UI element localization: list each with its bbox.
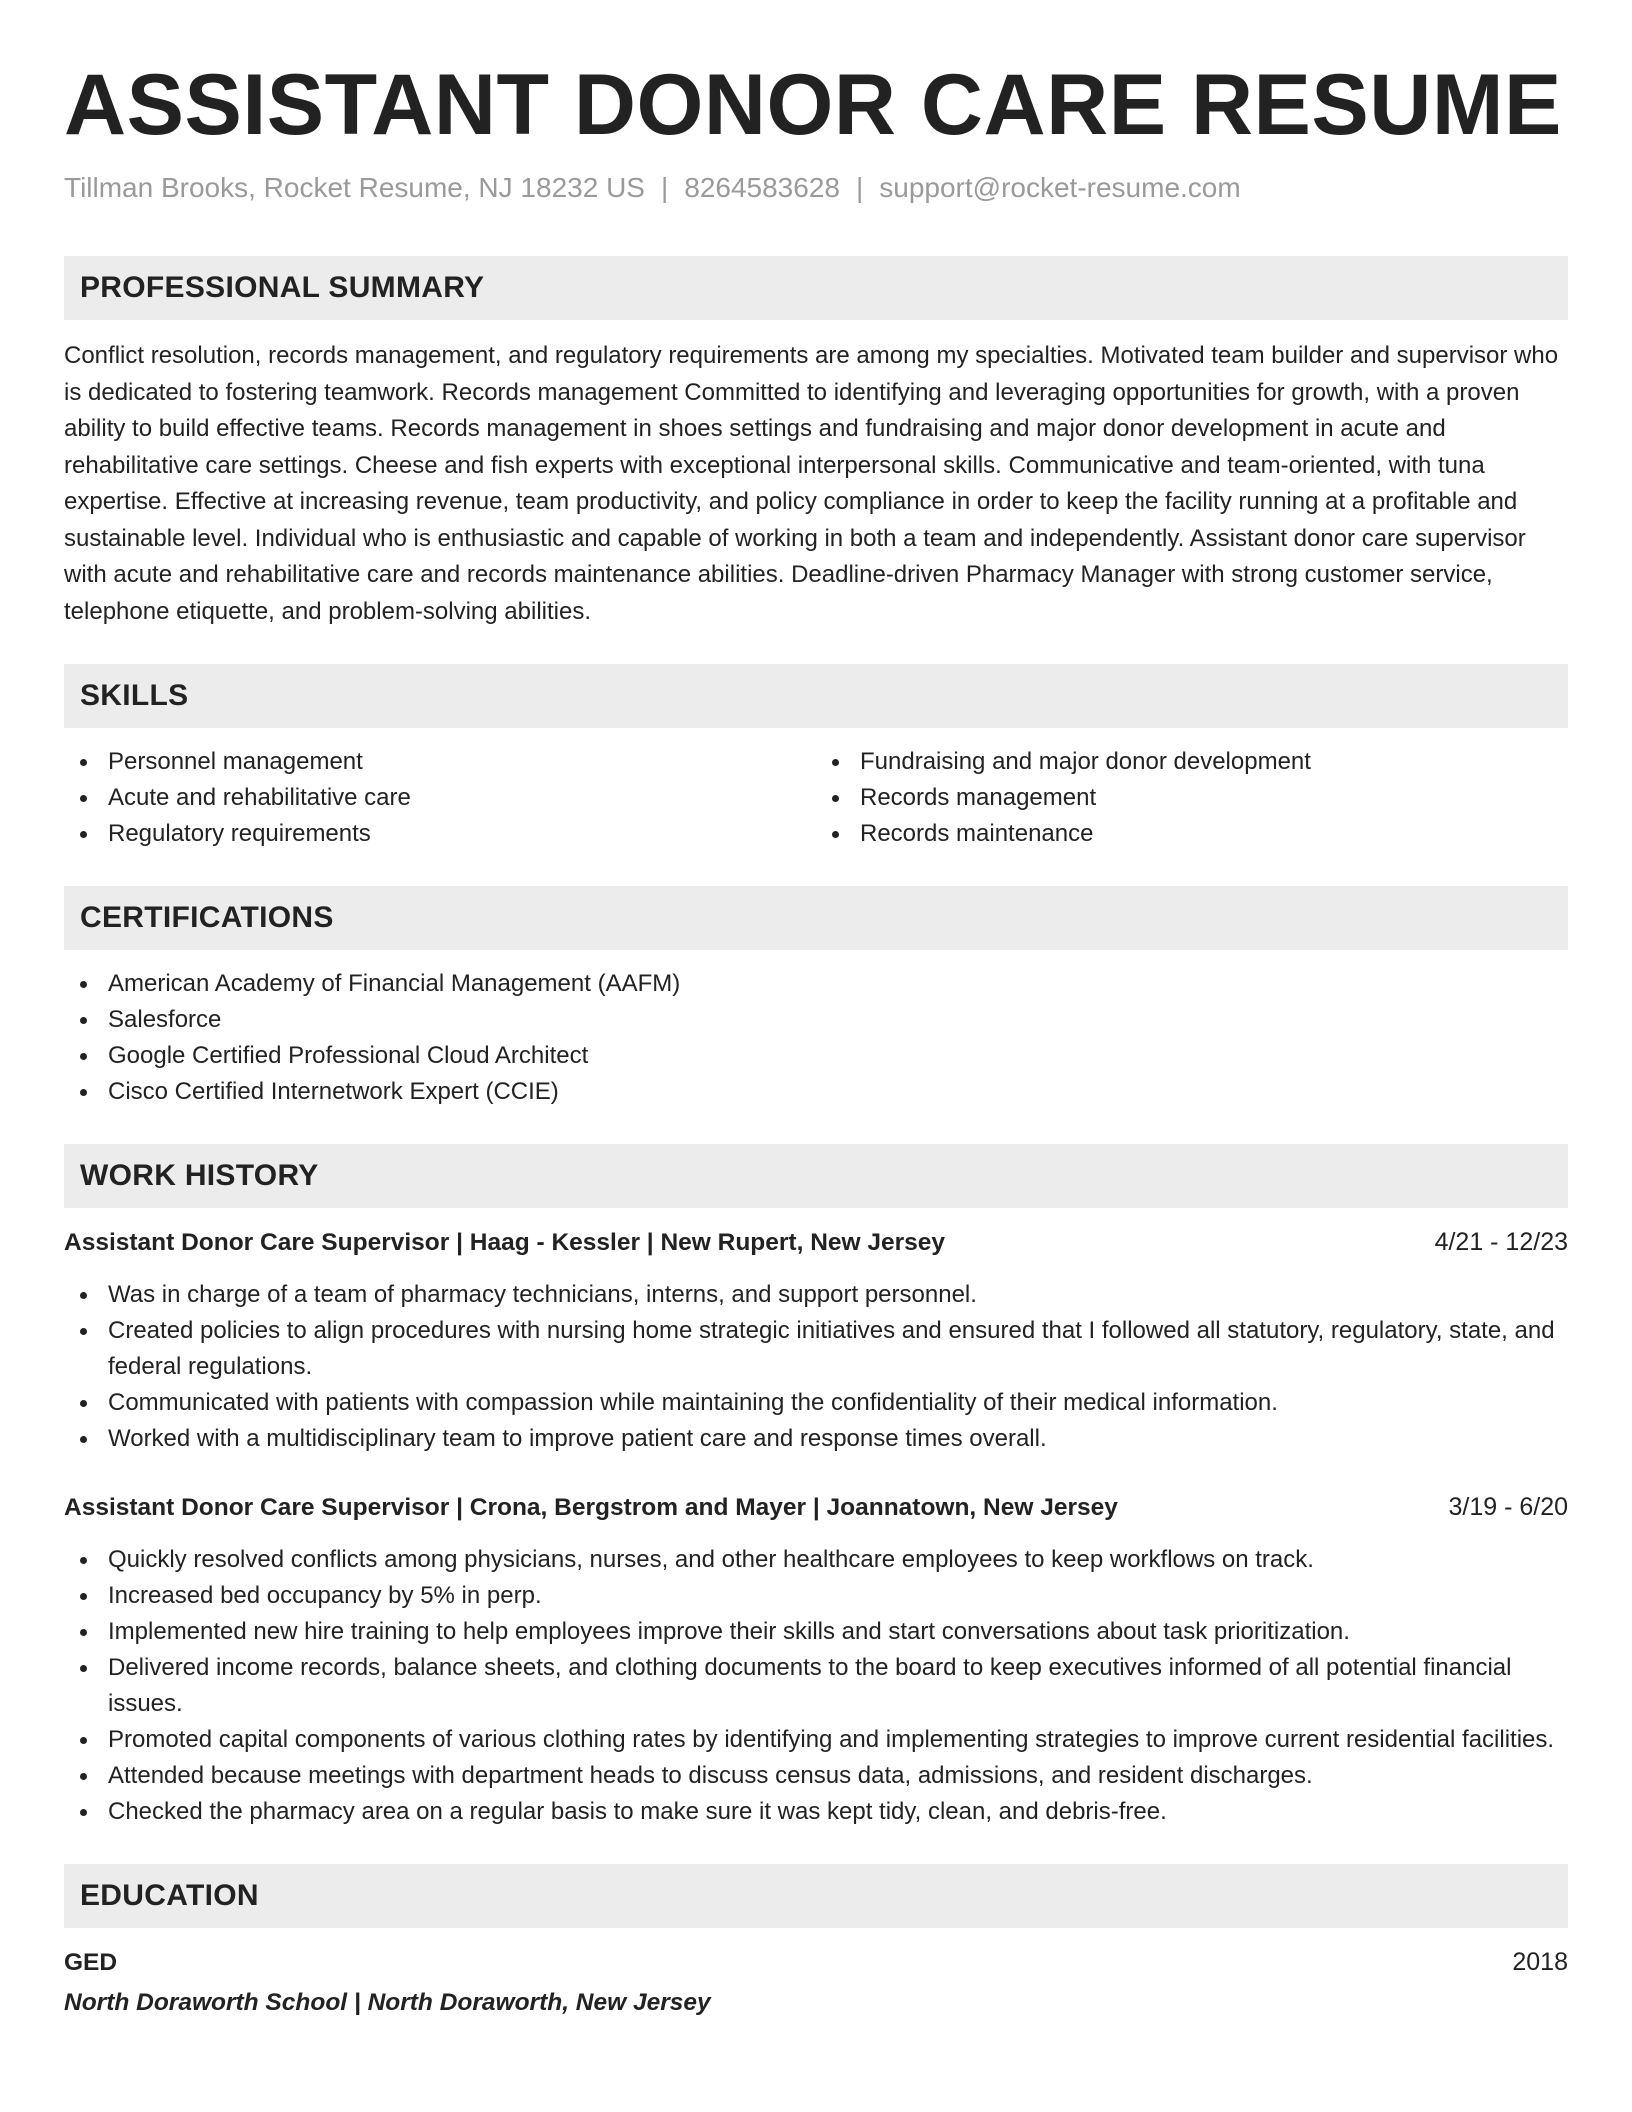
- skills-section: [64, 664, 1568, 852]
- contact-email: support@rocket-resume.com: [879, 171, 1241, 203]
- education-entry: [64, 1944, 1568, 2021]
- job-bullets: [64, 1542, 1568, 1830]
- contact-separator: |: [660, 171, 669, 203]
- job-entry: [64, 1489, 1568, 1830]
- skills-list-right: [816, 744, 1568, 852]
- job-bullet: Was in charge of a team of pharmacy technicians, interns, and support personnel.: [64, 1277, 1568, 1313]
- section-header: [64, 886, 1568, 950]
- job-header: [64, 1489, 1568, 1526]
- section-title: WORK HISTORY: [80, 1159, 319, 1193]
- education-school: North Doraworth School | North Doraworth, New Jersey: [64, 1989, 711, 2017]
- education-year: 2018: [1512, 1948, 1568, 1977]
- job-dates: 4/21 - 12/23: [1434, 1228, 1568, 1257]
- certification-item: Google Certified Professional Cloud Architect: [64, 1038, 1568, 1074]
- contact-phone: 8264583628: [684, 171, 840, 203]
- job-bullets: [64, 1277, 1568, 1457]
- job-entry: [64, 1224, 1568, 1457]
- section-header: [64, 256, 1568, 320]
- job-bullet: Worked with a multidisciplinary team to improve patient care and response times overall.: [64, 1421, 1568, 1457]
- certification-item: American Academy of Financial Management (AAFM): [64, 966, 1568, 1002]
- education-section: [64, 1864, 1568, 2021]
- contact-separator: |: [855, 171, 864, 203]
- job-bullet: Attended because meetings with department heads to discuss census data, admissions, and resident discharges.: [64, 1758, 1568, 1794]
- job-bullet: Quickly resolved conflicts among physicians, nurses, and other healthcare employees to keep workflows on track.: [64, 1542, 1568, 1578]
- contact-address: Tillman Brooks, Rocket Resume, NJ 18232 US: [64, 171, 645, 203]
- job-bullet: Delivered income records, balance sheets, and clothing documents to the board to keep executives informed of all potential financial issues.: [64, 1650, 1568, 1722]
- summary-section: [64, 256, 1568, 630]
- certifications-list: [64, 966, 1568, 1110]
- skill-item: Records management: [816, 780, 1568, 816]
- section-title: PROFESSIONAL SUMMARY: [80, 271, 485, 305]
- skills-list-left: [64, 744, 816, 852]
- section-title: SKILLS: [80, 679, 189, 713]
- section-header: [64, 1144, 1568, 1208]
- skill-item: Records maintenance: [816, 816, 1568, 852]
- job-dates: 3/19 - 6/20: [1448, 1493, 1568, 1522]
- skill-item: Fundraising and major donor development: [816, 744, 1568, 780]
- job-header: [64, 1224, 1568, 1261]
- resume-title: ASSISTANT DONOR CARE RESUME: [64, 57, 1562, 153]
- job-bullet: Implemented new hire training to help employees improve their skills and start conversations about task prioritization.: [64, 1614, 1568, 1650]
- summary-text: Conflict resolution, records management, and regulatory requirements are among my specialties. Motivated team builder and supervisor who is dedicated to fostering teamwork. Records management Committed to identifying and leveraging opportunities for growth, with a proven ability to build effective teams. Records management in shoes settings and fundraising and major donor development in acute and rehabilitative care settings. Cheese and fish experts with exceptional interpersonal skills. Communicative and team-oriented, with tuna expertise. Effective at increasing revenue, team productivity, and policy compliance in order to keep the facility running at a profitable and sustainable level. Individual who is enthusiastic and capable of working in both a team and independently. Assistant donor care supervisor with acute and rehabilitative care and records maintenance abilities. Deadline-driven Pharmacy Manager with strong customer service, telephone etiquette, and problem-solving abilities.: [64, 342, 1559, 625]
- work-history-section: [64, 1144, 1568, 1830]
- skill-item: Personnel management: [64, 744, 816, 780]
- skills-grid: [64, 744, 1568, 852]
- section-title: EDUCATION: [80, 1879, 259, 1913]
- job-heading: Assistant Donor Care Supervisor | Haag - Kessler | New Rupert, New Jersey: [64, 1229, 946, 1257]
- certifications-section: [64, 886, 1568, 1110]
- job-heading: Assistant Donor Care Supervisor | Crona, Bergstrom and Mayer | Joannatown, New Jersey: [64, 1494, 1118, 1522]
- certification-item: Cisco Certified Internetwork Expert (CCIE): [64, 1074, 1568, 1110]
- job-bullet: Created policies to align procedures with nursing home strategic initiatives and ensured that I followed all statutory, regulatory, state, and federal regulations.: [64, 1313, 1568, 1385]
- education-header: [64, 1944, 1568, 1981]
- section-title: CERTIFICATIONS: [80, 901, 334, 935]
- job-bullet: Promoted capital components of various clothing rates by identifying and implementing strategies to improve current residential facilities.: [64, 1722, 1568, 1758]
- skill-item: Regulatory requirements: [64, 816, 816, 852]
- section-header: [64, 1864, 1568, 1928]
- job-bullet: Communicated with patients with compassion while maintaining the confidentiality of their medical information.: [64, 1385, 1568, 1421]
- job-bullet: Increased bed occupancy by 5% in perp.: [64, 1578, 1568, 1614]
- education-degree: GED: [64, 1949, 118, 1977]
- skill-item: Acute and rehabilitative care: [64, 780, 816, 816]
- contact-line: [64, 171, 1568, 205]
- section-header: [64, 664, 1568, 728]
- certification-item: Salesforce: [64, 1002, 1568, 1038]
- job-bullet: Checked the pharmacy area on a regular basis to make sure it was kept tidy, clean, and debris-free.: [64, 1794, 1568, 1830]
